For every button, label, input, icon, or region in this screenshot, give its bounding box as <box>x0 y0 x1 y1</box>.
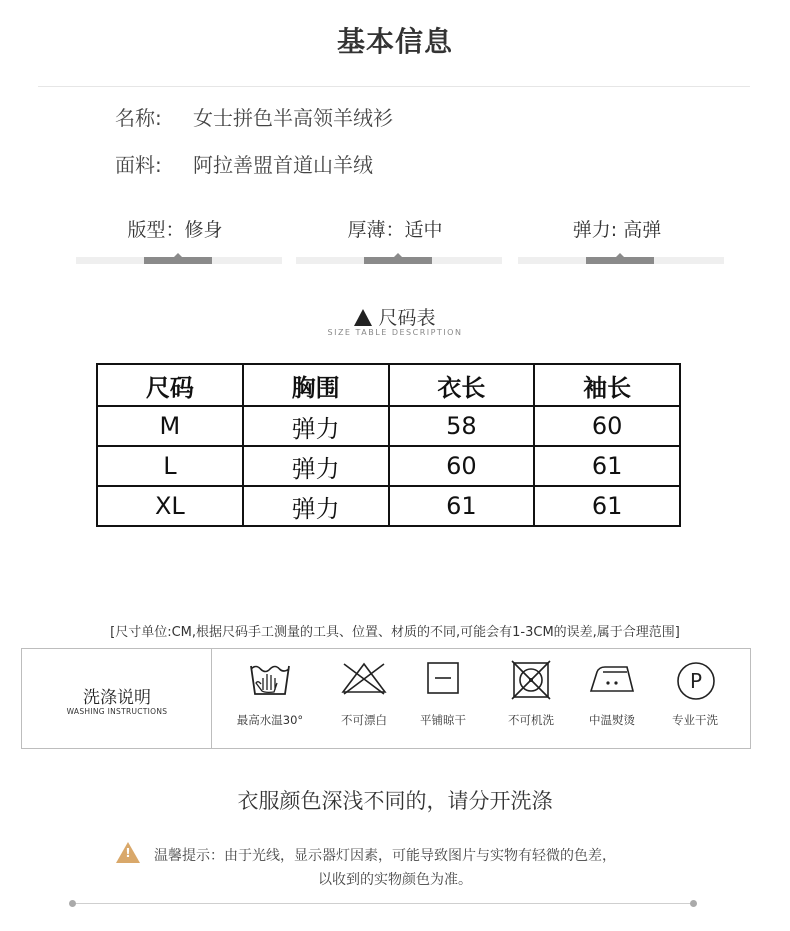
dry-clean-label: 专业干洗 <box>672 713 718 727</box>
attr-fit-fill <box>144 257 212 264</box>
product-name-label: 名称: <box>115 106 162 130</box>
wash-separately-text: 衣服颜色深浅不同的，请分开洗涤 <box>237 789 553 813</box>
header-cell: 尺码 <box>97 364 243 406</box>
header-cell: 胸围 <box>243 364 389 406</box>
product-fabric-label: 面料: <box>115 153 162 177</box>
table-cell: L <box>97 446 243 486</box>
dry-clean-glyph: P <box>689 669 703 693</box>
footer-divider <box>72 903 694 904</box>
size-table-title: 尺码表 <box>378 307 436 329</box>
size-table-heading <box>0 303 790 330</box>
table-cell: 58 <box>389 406 535 446</box>
size-table <box>96 363 681 527</box>
footer-dot-right <box>690 900 697 907</box>
table-row <box>97 486 680 526</box>
medium-iron-icon <box>572 660 652 702</box>
table-cell: XL <box>97 486 243 526</box>
attr-elastic-marker <box>616 253 624 257</box>
no-machine-dry-icon <box>491 660 571 702</box>
table-cell: 弹力 <box>243 446 389 486</box>
table-cell: 61 <box>534 446 680 486</box>
table-cell: 弹力 <box>243 486 389 526</box>
table-row <box>97 446 680 486</box>
attr-fit-marker <box>174 253 182 257</box>
product-fabric-value: 阿拉善盟首道山羊绒 <box>193 153 373 177</box>
no-machine-wash-label: 不可机洗 <box>508 713 554 727</box>
product-name-row <box>115 102 393 131</box>
attr-thickness-bar <box>296 257 502 264</box>
table-cell: 60 <box>389 446 535 486</box>
table-cell: 61 <box>389 486 535 526</box>
header-cell: 袖长 <box>534 364 680 406</box>
flat-dry-label: 平铺晾干 <box>420 713 466 727</box>
wash-temp-label: 最高水温30° <box>236 713 304 727</box>
size-table-subtitle: SIZE TABLE DESCRIPTION <box>327 328 463 337</box>
caution-icon-glyph: ! <box>125 846 131 860</box>
table-cell: 60 <box>534 406 680 446</box>
washing-title: 洗涤说明 <box>83 688 151 708</box>
no-bleach-label: 不可漂白 <box>341 713 387 727</box>
wash-tub-30-icon <box>230 660 310 702</box>
attr-elastic-bar <box>518 257 724 264</box>
size-table-header-row <box>97 364 680 406</box>
product-fabric-row <box>115 149 373 178</box>
dry-clean-p-icon <box>656 660 736 702</box>
product-name-value: 女士拼色半高领羊绒衫 <box>193 106 393 130</box>
medium-iron-label: 中温熨烫 <box>589 713 635 727</box>
table-cell: M <box>97 406 243 446</box>
color-tip-line1: 温馨提示：由于光线，显示器灯因素，可能导致图片与实物有轻微的色差， <box>154 848 616 864</box>
warning-triangle-icon <box>354 309 372 326</box>
attr-fit-bar <box>76 257 282 264</box>
no-bleach-icon <box>324 660 404 702</box>
table-cell: 61 <box>534 486 680 526</box>
attr-thickness-marker <box>394 253 402 257</box>
table-row <box>97 406 680 446</box>
color-tip-line2: 以收到的实物颜色为准。 <box>318 872 472 888</box>
flat-dry-icon <box>403 660 483 702</box>
table-cell: 弹力 <box>243 406 389 446</box>
attr-thickness-label: 厚薄：适中 <box>347 219 443 241</box>
attr-elastic-label: 弹力: 高弹 <box>572 219 662 241</box>
attr-thickness-fill <box>364 257 432 264</box>
footer-dot-left <box>69 900 76 907</box>
header-cell: 衣长 <box>389 364 535 406</box>
page-title: 基本信息 <box>336 25 453 58</box>
washing-subtitle: WASHING INSTRUCTIONS <box>66 707 168 716</box>
measurement-note: [尺寸单位:CM,根据尺码手工测量的工具、位置、材质的不同,可能会有1-3CM的误差,属于合理范围] <box>110 625 680 640</box>
attr-elastic-fill <box>586 257 654 264</box>
title-divider <box>38 86 750 87</box>
attr-fit-label: 版型：修身 <box>127 219 223 241</box>
